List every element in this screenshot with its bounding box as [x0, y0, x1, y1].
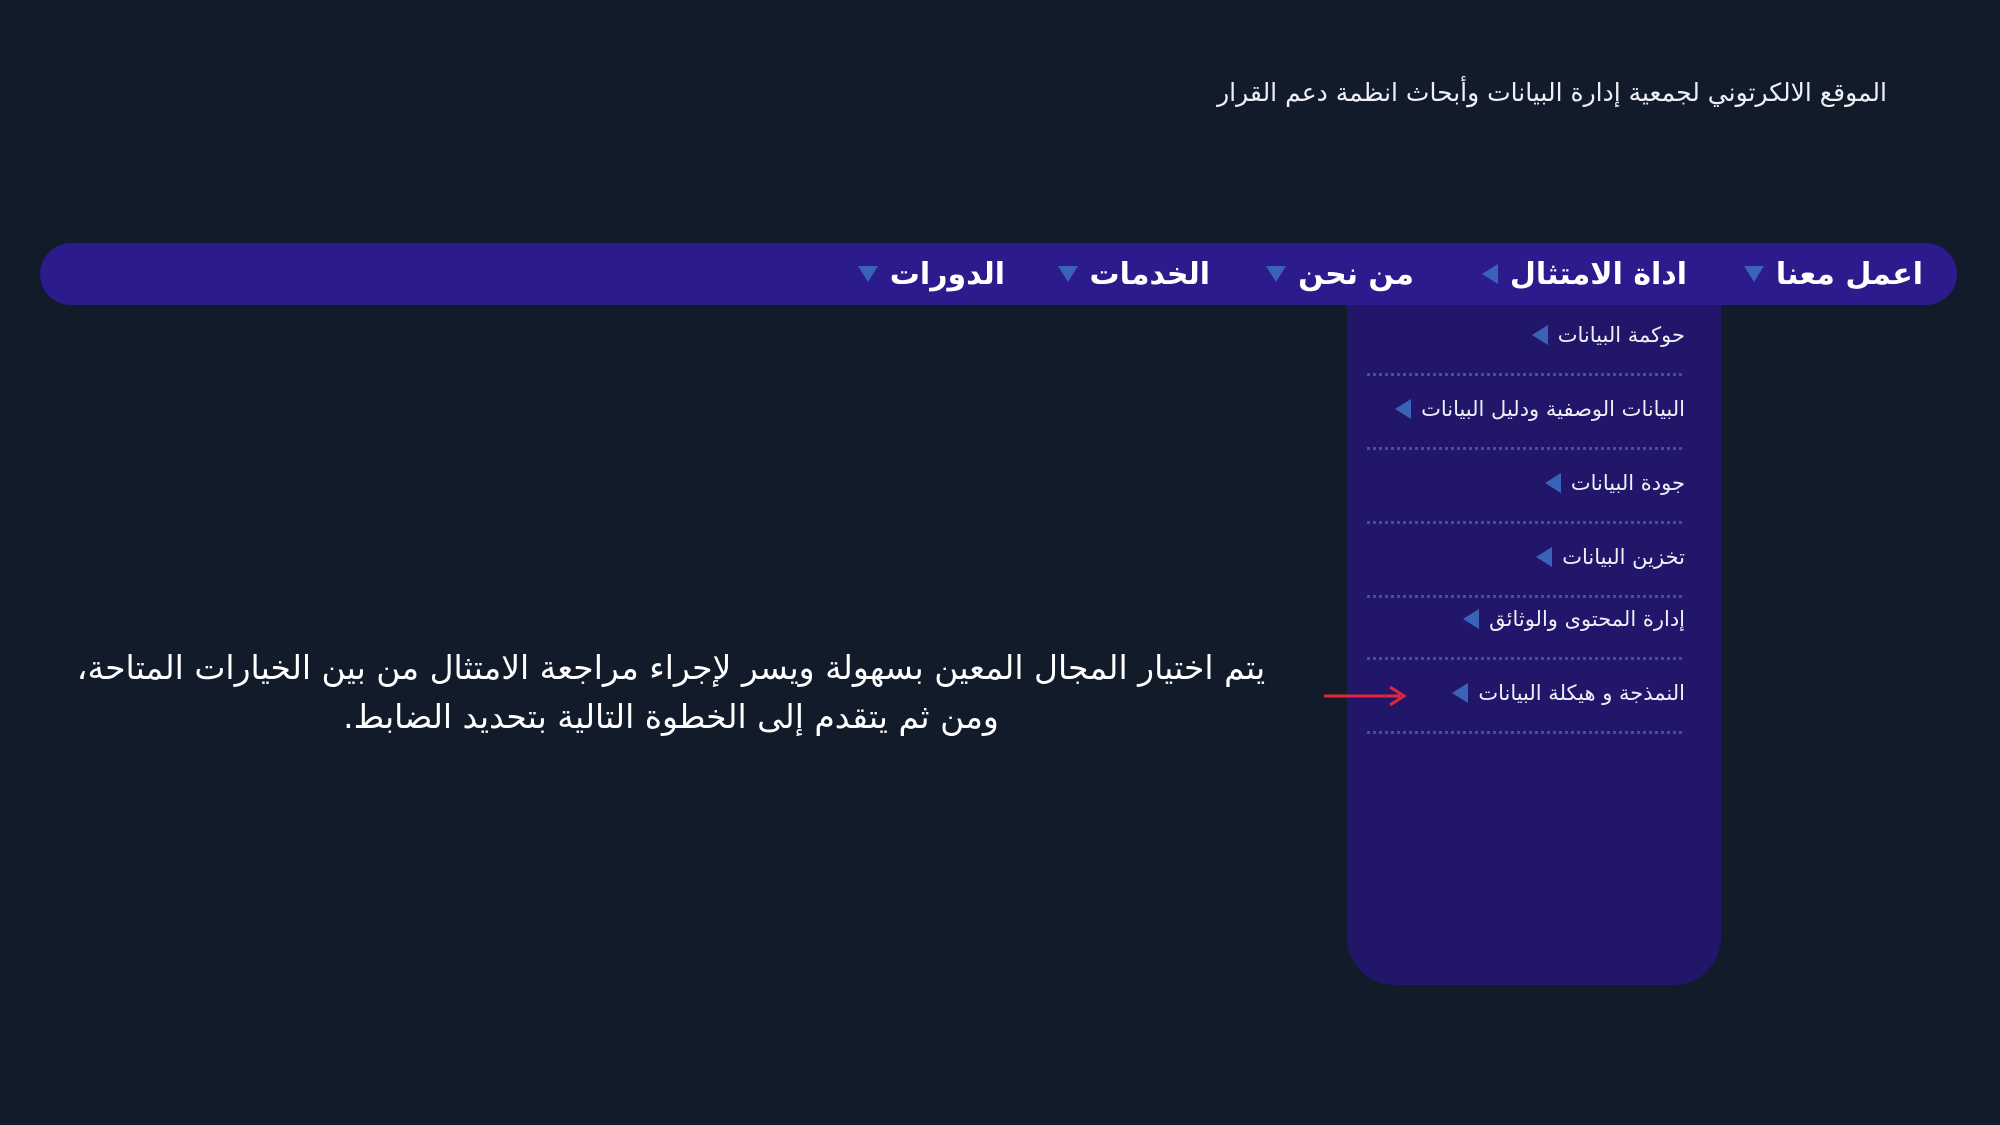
triangle-down-icon — [1058, 266, 1078, 282]
dropdown-divider — [1367, 447, 1682, 450]
site-title: الموقع الالكرتوني لجمعية إدارة البيانات وأبحاث انظمة دعم القرار — [1217, 78, 1887, 107]
main-navbar — [40, 243, 1957, 305]
dropdown-item-data-quality[interactable] — [1545, 471, 1685, 495]
triangle-left-icon — [1536, 547, 1552, 567]
nav-item-services[interactable] — [1058, 243, 1210, 305]
triangle-down-icon — [858, 266, 878, 282]
dropdown-item-metadata-data-dictionary[interactable] — [1395, 397, 1685, 421]
nav-item-label: اعمل معنا — [1775, 256, 1923, 292]
dropdown-item-data-storage[interactable] — [1536, 545, 1685, 569]
description-text — [10, 643, 1332, 741]
dropdown-item-content-document-management[interactable] — [1463, 607, 1685, 631]
nav-item-label: الخدمات — [1089, 256, 1210, 292]
dropdown-item-label: حوكمة البيانات — [1557, 323, 1685, 347]
nav-item-label: الدورات — [889, 256, 1005, 292]
description-line-2: ومن ثم يتقدم إلى الخطوة التالية بتحديد الضابط. — [343, 697, 999, 736]
dropdown-divider — [1367, 595, 1682, 598]
triangle-left-icon — [1395, 399, 1411, 419]
triangle-left-icon — [1545, 473, 1561, 493]
dropdown-item-label: جودة البيانات — [1570, 471, 1685, 495]
dropdown-item-label: تخزين البيانات — [1562, 545, 1685, 569]
dropdown-item-label: إدارة المحتوى والوثائق — [1489, 607, 1685, 631]
nav-item-compliance-tool[interactable] — [1482, 243, 1687, 305]
nav-item-work-with-us[interactable] — [1744, 243, 1923, 305]
dropdown-divider — [1367, 373, 1682, 376]
dropdown-item-data-modeling-structure[interactable] — [1452, 681, 1685, 705]
triangle-down-icon — [1266, 266, 1286, 282]
description-line-1: يتم اختيار المجال المعين بسهولة ويسر لإجراء مراجعة الامتثال من بين الخيارات المتاحة، — [76, 648, 1266, 687]
dropdown-divider — [1367, 521, 1682, 524]
triangle-left-icon — [1463, 609, 1479, 629]
compliance-dropdown-menu — [1347, 305, 1721, 985]
triangle-left-icon — [1532, 325, 1548, 345]
dropdown-item-data-governance[interactable] — [1532, 323, 1685, 347]
triangle-left-icon — [1452, 683, 1468, 703]
nav-item-label: من نحن — [1298, 256, 1414, 292]
dropdown-divider — [1367, 657, 1682, 660]
nav-item-about-us[interactable] — [1266, 243, 1414, 305]
triangle-down-icon — [1744, 266, 1764, 282]
nav-item-label: اداة الامتثال — [1509, 256, 1687, 292]
dropdown-item-label: النمذجة و هيكلة البيانات — [1478, 681, 1685, 705]
pointer-arrow-icon — [1322, 683, 1414, 709]
dropdown-item-label: البيانات الوصفية ودليل البيانات — [1421, 397, 1685, 421]
nav-item-courses[interactable] — [858, 243, 1005, 305]
triangle-left-icon — [1482, 264, 1498, 284]
dropdown-divider — [1367, 731, 1682, 734]
